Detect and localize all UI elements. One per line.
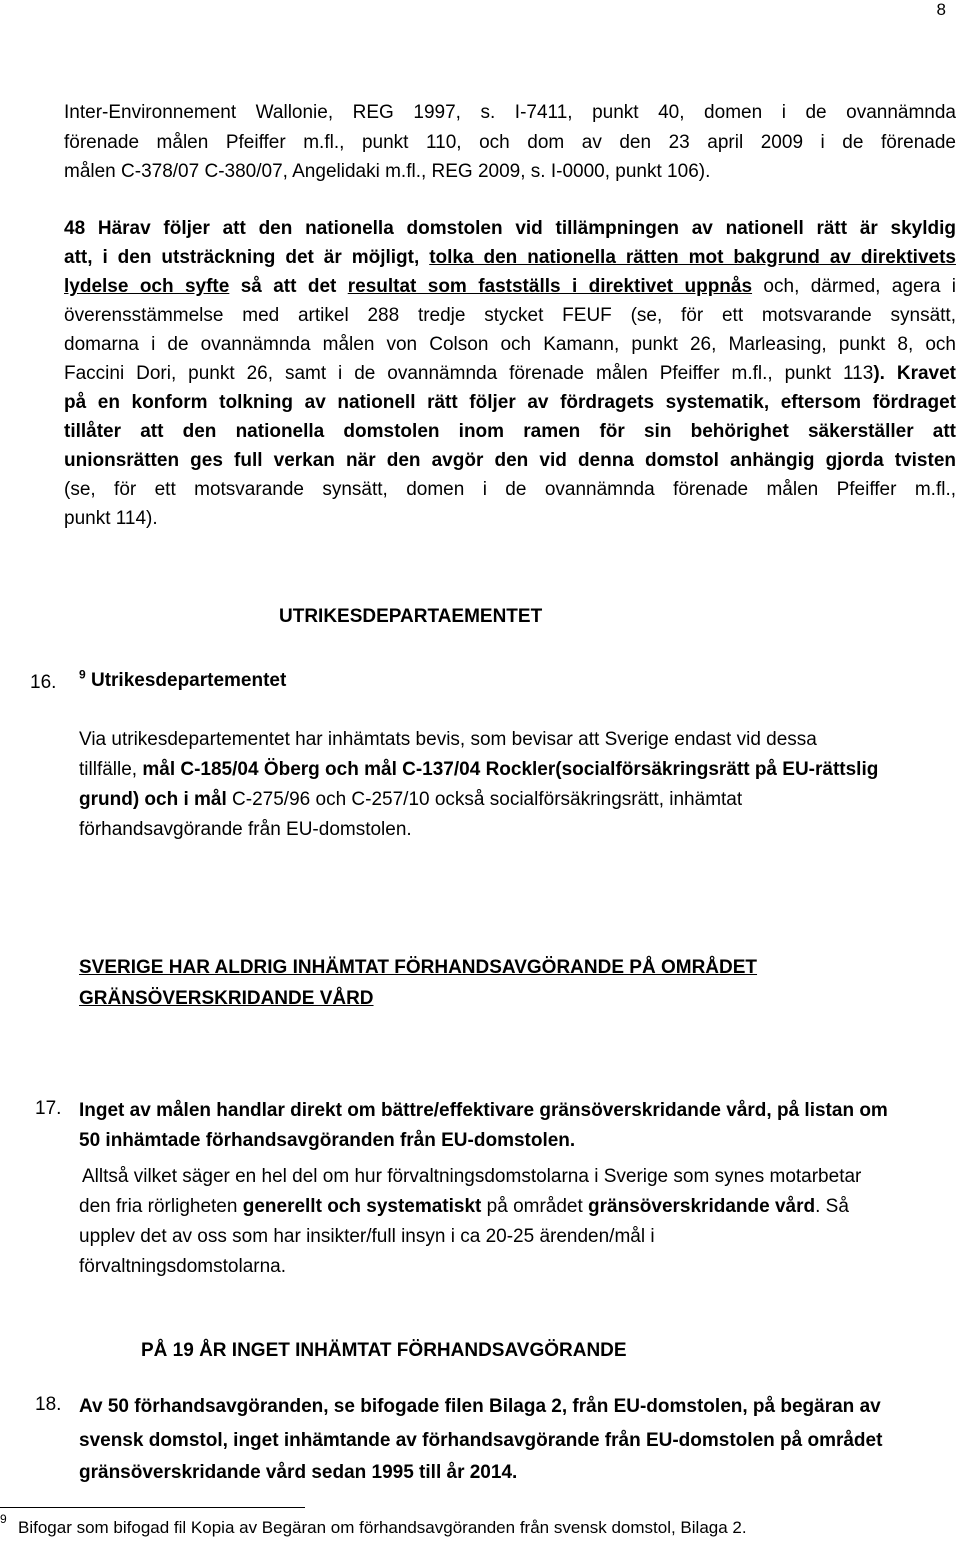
section-header-ud: UTRIKESDEPARTAEMENTET [279, 606, 543, 627]
section16-bold: mål C-185/04 Öberg och mål C-137/04 Rockler(socialförsäkringsrätt på EU-rättslig [142, 759, 879, 780]
section17-bold-line-2: 50 inhämtade förhandsavgöranden från EU-domstolen. [79, 1130, 576, 1151]
para48-line-7: på en konform tolkning av nationell rätt följer av fördragets systematik, eftersom fördraget [64, 392, 956, 413]
para48-underlined: resultat som fastställs i direktivet uppnås [347, 276, 753, 297]
section17-line-2 [79, 1192, 849, 1222]
para48-text: och, därmed, agera i [752, 276, 957, 297]
para48-underlined: lydelse och syfte [64, 276, 230, 297]
section17-text: den fria rörligheten [79, 1196, 243, 1217]
intro-line-2: förenade målen Pfeiffer m.fl., punkt 110, och dom av den 23 april 2009 i de förenade [64, 132, 956, 153]
heading-19-ar: PÅ 19 ÅR INGET INHÄMTAT FÖRHANDSAVGÖRANDE [141, 1340, 627, 1361]
footnote-number: 9 [0, 1512, 7, 1526]
section17-bold: generellt och systematiskt [242, 1196, 482, 1217]
heading-sverige-line-2: GRÄNSÖVERSKRIDANDE VÅRD [79, 988, 374, 1009]
para48-text: Faccini Dori, punkt 26, samt i de ovannämnda förenade målen Pfeiffer m.fl., punkt 113 [64, 363, 874, 384]
section16-text: C-275/96 och C-257/10 också socialförsäkringsrätt, inhämtat [226, 789, 743, 810]
section16-title [79, 667, 287, 692]
footnote-ref: 9 [79, 667, 86, 682]
section17-text: . Så [815, 1196, 849, 1217]
item-number: 18. [35, 1394, 62, 1415]
heading-sverige-line-1: SVERIGE HAR ALDRIG INHÄMTAT FÖRHANDSAVGÖRANDE PÅ OMRÅDET [79, 957, 758, 978]
section16-text: tillfälle, [79, 759, 143, 780]
section16-line-2 [79, 755, 878, 785]
section16-line-1: Via utrikesdepartementet har inhämtats bevis, som bevisar att Sverige endast vid dessa [79, 729, 817, 750]
para48-line-1 [64, 214, 956, 243]
footnote-divider [0, 1507, 305, 1508]
section18-line-3: gränsöverskridande vård sedan 1995 till år 2014. [79, 1462, 518, 1483]
footnote-text: Bifogar som bifogad fil Kopia av Begäran om förhandsavgöranden från svensk domstol, Bilaga 2. [18, 1518, 747, 1537]
para48-line-2 [64, 243, 956, 272]
section17-bold-line-1: Inget av målen handlar direkt om bättre/effektivare gränsöverskridande vård, på listan om [79, 1100, 888, 1121]
para48-line-8: tillåter att den nationella domstolen inom ramen för sin behörighet säkerställer att [64, 421, 956, 442]
para48-line-6 [64, 359, 956, 388]
item-number: 16. [30, 672, 57, 693]
section17-bold: gränsöverskridande vård [588, 1196, 816, 1217]
para48-line-11: punkt 114). [64, 508, 158, 529]
para48-line-9: unionsrätten ges full verkan när den avgör den vid denna domstol anhängig gjorda tvisten [64, 450, 956, 471]
para48-line-4: överensstämmelse med artikel 288 tredje stycket FEUF (se, för ett motsvarande synsätt, [64, 305, 956, 326]
para48-text: så att det [229, 276, 348, 297]
intro-line-1: Inter-Environnement Wallonie, REG 1997, s. I-7411, punkt 40, domen i de ovannämnda [64, 102, 956, 123]
section16-line-4: förhandsavgörande från EU-domstolen. [79, 819, 412, 840]
section16-title-text: Utrikesdepartementet [90, 670, 287, 691]
para48-bold: ). Kravet [873, 363, 956, 384]
section16-line-3 [79, 785, 742, 815]
section17-line-1: Alltså vilket säger en hel del om hur förvaltningsdomstolarna i Sverige som synes motarbetar [82, 1166, 862, 1187]
para48-line-3 [64, 272, 956, 301]
para48-line-5: domarna i de ovannämnda målen von Colson och Kamann, punkt 26, Marleasing, punkt 8, och [64, 334, 956, 355]
section16-bold: grund) och i mål [79, 789, 227, 810]
page-number: 8 [936, 0, 946, 19]
section17-text: på området [481, 1196, 589, 1217]
section17-line-4: förvaltningsdomstolarna. [79, 1256, 286, 1277]
para48-underlined: tolka den nationella rätten mot bakgrund av direktivets [429, 247, 956, 268]
para48-text: 48 Härav följer att den nationella domstolen vid tillämpningen av nationell rätt är skyldig [64, 218, 956, 239]
section17-line-3: upplev det av oss som har insikter/full insyn i ca 20-25 ärenden/mål i [79, 1226, 655, 1247]
section18-line-2: svensk domstol, inget inhämtande av förhandsavgörande från EU-domstolen på området [79, 1430, 883, 1451]
item-number: 17. [35, 1098, 62, 1119]
intro-line-3: målen C-378/07 C-380/07, Angelidaki m.fl., REG 2009, s. I-0000, punkt 106). [64, 161, 711, 182]
section18-line-1: Av 50 förhandsavgöranden, se bifogade filen Bilaga 2, från EU-domstolen, på begäran av [79, 1396, 881, 1417]
para48-text: att, i den utsträckning det är möjligt, [64, 247, 430, 268]
para48-line-10: (se, för ett motsvarande synsätt, domen i de ovannämnda förenade målen Pfeiffer m.fl., [64, 479, 956, 500]
